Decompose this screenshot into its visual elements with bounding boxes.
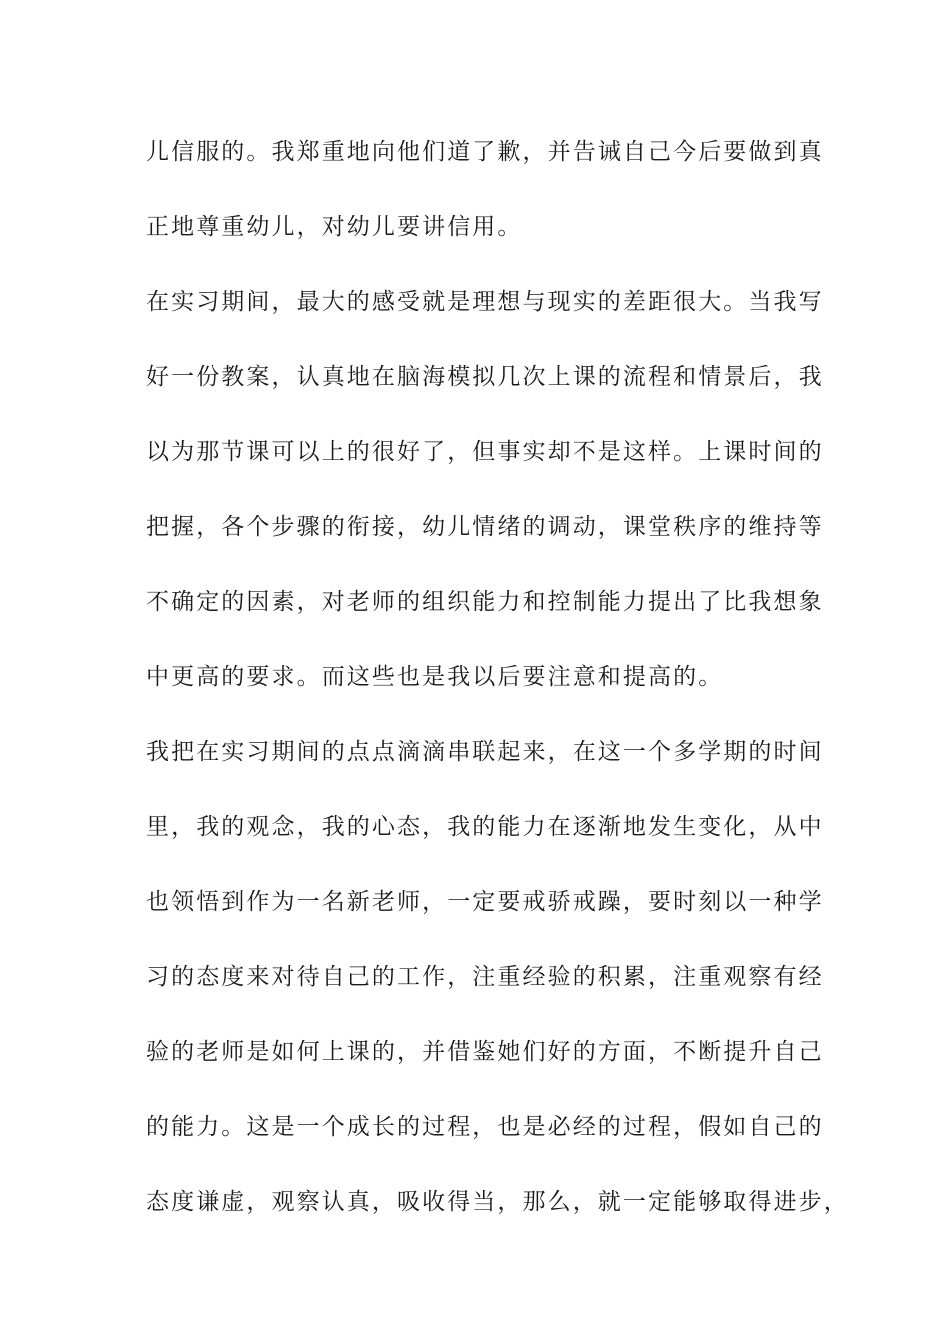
text-line: 验的老师是如何上课的，并借鉴她们好的方面，不断提升自己	[146, 1039, 824, 1065]
text-line: 习的态度来对待自己的工作，注重经验的积累，注重观察有经	[146, 964, 824, 990]
text-line: 也领悟到作为一名新老师，一定要戒骄戒躁，要时刻以一种学	[146, 889, 824, 915]
text-line: 我把在实习期间的点点滴滴串联起来，在这一个多学期的时间	[146, 739, 824, 765]
text-line: 正地尊重幼儿，对幼儿要讲信用。	[146, 214, 523, 240]
text-line: 儿信服的。我郑重地向他们道了歉，并告诫自己今后要做到真	[146, 139, 824, 165]
text-line: 在实习期间，最大的感受就是理想与现实的差距很大。当我写	[146, 289, 824, 315]
text-line: 态度谦虚，观察认真，吸收得当，那么，就一定能够取得进步，	[146, 1189, 849, 1215]
text-line: 不确定的因素，对老师的组织能力和控制能力提出了比我想象	[146, 589, 824, 615]
text-line: 中更高的要求。而这些也是我以后要注意和提高的。	[146, 664, 724, 690]
text-line: 好一份教案，认真地在脑海模拟几次上课的流程和情景后，我	[146, 364, 824, 390]
text-line: 里，我的观念，我的心态，我的能力在逐渐地发生变化，从中	[146, 814, 824, 840]
text-line: 的能力。这是一个成长的过程，也是必经的过程，假如自己的	[146, 1114, 824, 1140]
text-line: 把握，各个步骤的衔接，幼儿情绪的调动，课堂秩序的维持等	[146, 514, 824, 540]
text-line: 以为那节课可以上的很好了，但事实却不是这样。上课时间的	[146, 439, 824, 465]
